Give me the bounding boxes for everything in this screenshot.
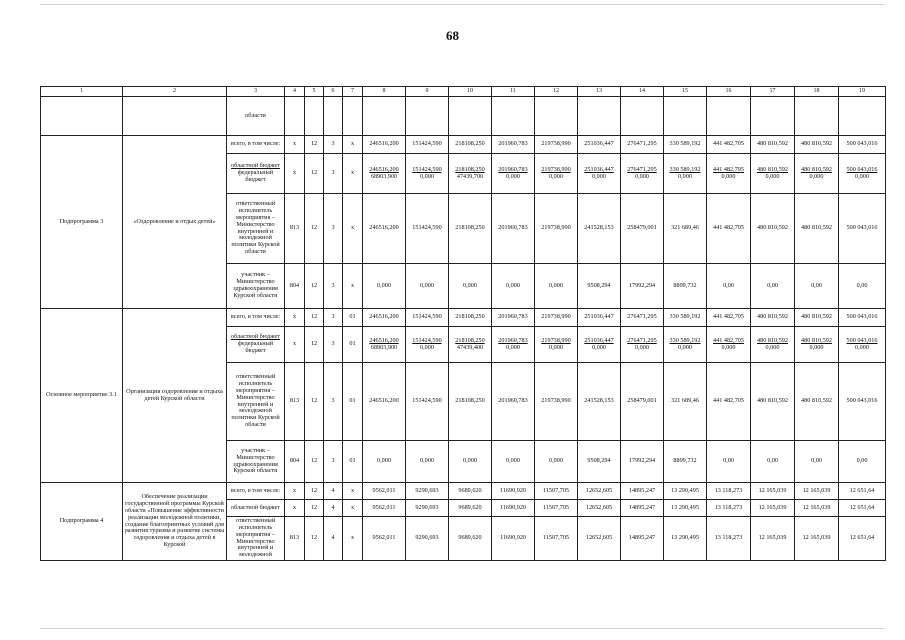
code-cell: 12 bbox=[305, 154, 324, 194]
value-cell: 219738,990 bbox=[535, 194, 578, 264]
col-num: 1 bbox=[41, 87, 123, 97]
value-cell: 480 810,592 bbox=[795, 363, 839, 441]
value-regional: 201960,783 bbox=[498, 165, 528, 173]
code-cell: 12 bbox=[305, 483, 324, 500]
value-cell bbox=[795, 327, 839, 363]
value-cell: 13 118,273 bbox=[707, 517, 751, 561]
value-federal: 0,000 bbox=[549, 172, 563, 180]
program-name: Обеспечение реализации государственной программы Курской области «Повышение эффективности реализации молодежной политики, создание благоприятных условий для развития туризма и развитие системы оздоровления и отдыха детей в Курской bbox=[123, 483, 227, 561]
status-cell: участник – Министерство здравоохранения Курской области bbox=[227, 441, 285, 483]
value-cell: 9562,011 bbox=[363, 517, 406, 561]
value-cell: 0,000 bbox=[449, 264, 492, 309]
value-cell: 219738,990 bbox=[535, 363, 578, 441]
value-federal: 0,000 bbox=[721, 172, 736, 180]
value-federal: 0,000 bbox=[809, 172, 824, 180]
value-cell bbox=[621, 327, 664, 363]
status-cell: области bbox=[227, 97, 285, 136]
value-federal: 0,000 bbox=[765, 343, 780, 351]
code-cell: x bbox=[343, 136, 363, 154]
value-regional: 246516,200 bbox=[369, 336, 399, 344]
code-cell: 12 bbox=[305, 500, 324, 517]
value-cell: 258479,001 bbox=[621, 194, 664, 264]
value-cell: 8899,732 bbox=[664, 264, 707, 309]
value-cell: 218108,250 bbox=[449, 194, 492, 264]
code-cell: 12 bbox=[305, 327, 324, 363]
value-cell: 321 689,46 bbox=[664, 194, 707, 264]
page-number: 68 bbox=[446, 28, 459, 43]
col-num: 3 bbox=[227, 87, 285, 97]
col-num: 13 bbox=[578, 87, 621, 97]
value-federal: 47439,700 bbox=[456, 172, 484, 180]
code-cell: x bbox=[343, 483, 363, 500]
value-cell: 13 290,495 bbox=[664, 517, 707, 561]
status-cell: всего, в том числе: bbox=[227, 309, 285, 327]
value-cell bbox=[363, 327, 406, 363]
table-row bbox=[41, 483, 886, 500]
value-cell: 0,00 bbox=[707, 264, 751, 309]
value-regional: 218108,250 bbox=[455, 336, 485, 344]
col-num: 8 bbox=[363, 87, 406, 97]
col-num: 14 bbox=[621, 87, 664, 97]
code-cell: 12 bbox=[305, 194, 324, 264]
code-cell: 01 bbox=[343, 441, 363, 483]
col-num: 19 bbox=[839, 87, 886, 97]
value-cell: 14895,247 bbox=[621, 500, 664, 517]
status-cell: ответственный исполнитель мероприятия – Министерство внутренней и молодежной политики Курской области bbox=[227, 363, 285, 441]
value-cell bbox=[795, 154, 839, 194]
value-cell: 480 810,592 bbox=[795, 194, 839, 264]
value-cell: 9290,693 bbox=[406, 483, 449, 500]
code-cell: 813 bbox=[285, 517, 305, 561]
value-cell: 12 165,039 bbox=[751, 500, 795, 517]
value-cell bbox=[839, 154, 886, 194]
code-cell: 813 bbox=[285, 363, 305, 441]
value-federal: 0,000 bbox=[855, 172, 869, 180]
value-cell: 201960,783 bbox=[492, 194, 535, 264]
code-cell: 3 bbox=[324, 441, 343, 483]
value-cell: 0,000 bbox=[363, 264, 406, 309]
value-cell bbox=[406, 154, 449, 194]
value-cell: 9562,011 bbox=[363, 483, 406, 500]
code-cell: x bbox=[343, 500, 363, 517]
value-cell bbox=[707, 154, 751, 194]
table-row bbox=[41, 309, 886, 327]
value-cell: 219738,990 bbox=[535, 136, 578, 154]
value-cell: 330 589,192 bbox=[664, 309, 707, 327]
value-regional: 151424,590 bbox=[412, 165, 442, 173]
value-cell bbox=[664, 154, 707, 194]
col-num: 6 bbox=[324, 87, 343, 97]
code-cell: 01 bbox=[343, 309, 363, 327]
value-cell: 258479,001 bbox=[621, 363, 664, 441]
value-cell bbox=[449, 154, 492, 194]
code-cell: 12 bbox=[305, 441, 324, 483]
value-cell: 0,000 bbox=[535, 264, 578, 309]
value-cell: 9508,294 bbox=[578, 441, 621, 483]
value-cell: 13 290,495 bbox=[664, 483, 707, 500]
value-cell: 480 810,592 bbox=[795, 309, 839, 327]
col-num: 7 bbox=[343, 87, 363, 97]
value-cell bbox=[839, 327, 886, 363]
value-cell bbox=[363, 154, 406, 194]
code-cell: x bbox=[285, 327, 305, 363]
value-cell: 12652,605 bbox=[578, 500, 621, 517]
value-federal: 0,000 bbox=[809, 343, 824, 351]
value-cell: 218108,250 bbox=[449, 363, 492, 441]
value-cell: 14895,247 bbox=[621, 517, 664, 561]
program-label: Подпрограмма 3 bbox=[41, 136, 123, 309]
value-regional: 480 810,592 bbox=[757, 165, 788, 173]
col-num: 4 bbox=[285, 87, 305, 97]
value-cell: 12 651,64 bbox=[839, 483, 886, 500]
value-cell bbox=[664, 327, 707, 363]
value-regional: 330 589,192 bbox=[669, 165, 701, 173]
code-cell: x bbox=[285, 483, 305, 500]
status-line: федеральный бюджет bbox=[237, 340, 274, 354]
value-cell: 151424,590 bbox=[406, 363, 449, 441]
value-cell: 12 165,039 bbox=[795, 500, 839, 517]
value-cell: 13 118,273 bbox=[707, 500, 751, 517]
program-label: Подпрограмма 4 bbox=[41, 483, 123, 561]
value-federal: 47439,400 bbox=[456, 343, 484, 351]
code-cell: 3 bbox=[324, 309, 343, 327]
value-cell: 0,000 bbox=[535, 441, 578, 483]
value-cell: 201960,783 bbox=[492, 136, 535, 154]
value-cell: 441 482,705 bbox=[707, 309, 751, 327]
value-cell: 480 810,592 bbox=[795, 136, 839, 154]
value-cell: 246516,200 bbox=[363, 363, 406, 441]
value-cell: 0,000 bbox=[406, 441, 449, 483]
value-cell: 11690,920 bbox=[492, 483, 535, 500]
value-cell: 9689,620 bbox=[449, 483, 492, 500]
status-cell: всего, в том числе: bbox=[227, 136, 285, 154]
status-cell: всего, в том числе: bbox=[227, 483, 285, 500]
code-cell: 4 bbox=[324, 517, 343, 561]
value-cell: 276471,295 bbox=[621, 309, 664, 327]
value-cell: 246516,200 bbox=[363, 309, 406, 327]
col-num: 15 bbox=[664, 87, 707, 97]
value-cell: 11690,920 bbox=[492, 517, 535, 561]
status-cell: областной бюджет bbox=[227, 500, 285, 517]
value-cell bbox=[621, 154, 664, 194]
value-cell: 246516,200 bbox=[363, 194, 406, 264]
value-cell: 9689,620 bbox=[449, 517, 492, 561]
value-cell: 218108,250 bbox=[449, 309, 492, 327]
code-cell: x bbox=[285, 500, 305, 517]
col-num: 5 bbox=[305, 87, 324, 97]
program-label: Основное мероприятие 3.1 bbox=[41, 309, 123, 483]
status-cell bbox=[227, 327, 285, 363]
value-regional: 330 589,192 bbox=[669, 336, 701, 344]
value-cell: 17992,294 bbox=[621, 264, 664, 309]
value-regional: 441 482,705 bbox=[713, 336, 744, 344]
value-cell bbox=[707, 327, 751, 363]
value-cell bbox=[492, 327, 535, 363]
value-cell: 500 043,016 bbox=[839, 136, 886, 154]
value-federal: 0,000 bbox=[721, 343, 736, 351]
value-cell: 9290,693 bbox=[406, 517, 449, 561]
value-federal: 0,000 bbox=[635, 172, 649, 180]
value-cell: 0,00 bbox=[839, 441, 886, 483]
col-num: 17 bbox=[751, 87, 795, 97]
value-cell: 12 165,039 bbox=[751, 517, 795, 561]
value-cell: 0,00 bbox=[751, 441, 795, 483]
value-cell: 0,000 bbox=[449, 441, 492, 483]
code-cell: x bbox=[285, 309, 305, 327]
value-federal: 0,000 bbox=[678, 343, 692, 351]
value-cell bbox=[535, 154, 578, 194]
value-cell: 500 043,016 bbox=[839, 309, 886, 327]
value-cell: 9562,011 bbox=[363, 500, 406, 517]
code-cell: 3 bbox=[324, 136, 343, 154]
code-cell: 3 bbox=[324, 264, 343, 309]
code-cell: x bbox=[285, 136, 305, 154]
value-cell: 12 165,039 bbox=[795, 483, 839, 500]
code-cell: x bbox=[343, 517, 363, 561]
value-cell: 201960,783 bbox=[492, 309, 535, 327]
value-cell: 0,00 bbox=[795, 264, 839, 309]
code-cell: 01 bbox=[343, 327, 363, 363]
value-cell bbox=[535, 327, 578, 363]
table-row bbox=[41, 97, 886, 136]
value-cell: 218108,250 bbox=[449, 136, 492, 154]
value-regional: 151424,590 bbox=[412, 336, 442, 344]
value-cell: 251036,447 bbox=[578, 309, 621, 327]
budget-table bbox=[40, 86, 886, 561]
value-federal: 0,000 bbox=[549, 343, 563, 351]
value-federal: 0,000 bbox=[592, 343, 606, 351]
value-cell: 330 589,192 bbox=[664, 136, 707, 154]
column-number-row bbox=[41, 87, 886, 97]
code-cell: 4 bbox=[324, 500, 343, 517]
value-cell: 0,00 bbox=[707, 441, 751, 483]
value-cell bbox=[578, 327, 621, 363]
col-num: 16 bbox=[707, 87, 751, 97]
value-cell: 0,00 bbox=[795, 441, 839, 483]
col-num: 9 bbox=[406, 87, 449, 97]
value-cell: 219738,990 bbox=[535, 309, 578, 327]
value-regional: 480 810,592 bbox=[757, 336, 788, 344]
value-cell: 11690,920 bbox=[492, 500, 535, 517]
status-cell bbox=[227, 154, 285, 194]
value-cell bbox=[406, 327, 449, 363]
value-federal: 0,000 bbox=[635, 343, 649, 351]
value-cell: 441 482,705 bbox=[707, 194, 751, 264]
table-row bbox=[41, 136, 886, 154]
scan-edge-bottom bbox=[40, 628, 885, 629]
value-cell: 12 651,64 bbox=[839, 517, 886, 561]
code-cell: 12 bbox=[305, 264, 324, 309]
value-regional: 219738,990 bbox=[541, 336, 571, 344]
value-cell: 13 118,273 bbox=[707, 483, 751, 500]
code-cell: x bbox=[343, 194, 363, 264]
value-cell: 246516,200 bbox=[363, 136, 406, 154]
value-regional: 500 043,016 bbox=[846, 165, 878, 173]
value-cell: 12 165,039 bbox=[795, 517, 839, 561]
value-cell: 251036,447 bbox=[578, 136, 621, 154]
value-cell: 321 689,46 bbox=[664, 363, 707, 441]
status-cell: ответственный исполнитель мероприятия – Министерство внутренней и молодежной bbox=[227, 517, 285, 561]
status-line: федеральный бюджет bbox=[237, 169, 274, 183]
value-regional: 201960,783 bbox=[498, 336, 528, 344]
status-cell: ответственный исполнитель мероприятия – Министерство внутренней и молодежной политики Курской области bbox=[227, 194, 285, 264]
col-num: 10 bbox=[449, 87, 492, 97]
code-cell: 813 bbox=[285, 194, 305, 264]
value-cell: 11507,705 bbox=[535, 517, 578, 561]
value-cell: 241528,153 bbox=[578, 194, 621, 264]
value-cell: 12652,605 bbox=[578, 483, 621, 500]
value-cell: 201960,783 bbox=[492, 363, 535, 441]
value-federal: 68903,900 bbox=[370, 343, 398, 351]
value-cell: 11507,705 bbox=[535, 483, 578, 500]
value-cell: 13 290,495 bbox=[664, 500, 707, 517]
scan-edge-top bbox=[40, 4, 885, 5]
value-cell: 276471,295 bbox=[621, 136, 664, 154]
value-regional: 441 482,705 bbox=[713, 165, 744, 173]
col-num: 18 bbox=[795, 87, 839, 97]
value-cell: 480 810,592 bbox=[751, 194, 795, 264]
value-cell: 0,000 bbox=[363, 441, 406, 483]
value-cell: 9508,294 bbox=[578, 264, 621, 309]
value-federal: 68903,900 bbox=[370, 172, 398, 180]
value-regional: 218108,250 bbox=[455, 165, 485, 173]
value-cell: 151424,590 bbox=[406, 309, 449, 327]
value-regional: 480 810,592 bbox=[801, 165, 832, 173]
value-cell: 480 810,592 bbox=[751, 136, 795, 154]
col-num: 2 bbox=[123, 87, 227, 97]
value-cell: 0,000 bbox=[492, 441, 535, 483]
value-federal: 0,000 bbox=[506, 343, 520, 351]
code-cell: 01 bbox=[343, 363, 363, 441]
value-cell: 0,000 bbox=[492, 264, 535, 309]
value-regional: 276471,295 bbox=[627, 336, 657, 344]
code-cell: 804 bbox=[285, 264, 305, 309]
value-federal: 0,000 bbox=[765, 172, 780, 180]
value-federal: 0,000 bbox=[678, 172, 692, 180]
value-cell: 500 043,016 bbox=[839, 363, 886, 441]
value-cell: 12 165,039 bbox=[751, 483, 795, 500]
value-cell bbox=[492, 154, 535, 194]
value-cell: 0,000 bbox=[406, 264, 449, 309]
value-regional: 251036,447 bbox=[584, 165, 614, 173]
status-line: областной бюджет bbox=[231, 162, 280, 170]
code-cell: 12 bbox=[305, 517, 324, 561]
status-line: областной бюджет bbox=[231, 333, 280, 341]
value-cell: 9290,693 bbox=[406, 500, 449, 517]
value-cell: 241528,153 bbox=[578, 363, 621, 441]
code-cell: 804 bbox=[285, 441, 305, 483]
code-cell: x bbox=[285, 154, 305, 194]
code-cell: 3 bbox=[324, 154, 343, 194]
code-cell: 3 bbox=[324, 363, 343, 441]
code-cell: 12 bbox=[305, 363, 324, 441]
value-regional: 251036,447 bbox=[584, 336, 614, 344]
value-cell: 12652,605 bbox=[578, 517, 621, 561]
value-regional: 276471,295 bbox=[627, 165, 657, 173]
value-cell: 500 043,016 bbox=[839, 194, 886, 264]
value-cell: 151424,590 bbox=[406, 194, 449, 264]
value-cell: 12 651,64 bbox=[839, 500, 886, 517]
program-name: «Оздоровление и отдых детей» bbox=[123, 136, 227, 309]
code-cell: 12 bbox=[305, 309, 324, 327]
value-federal: 0,000 bbox=[855, 343, 869, 351]
value-cell: 14895,247 bbox=[621, 483, 664, 500]
code-cell: 3 bbox=[324, 194, 343, 264]
col-num: 12 bbox=[535, 87, 578, 97]
value-regional: 500 043,016 bbox=[846, 336, 878, 344]
value-cell: 480 810,592 bbox=[751, 309, 795, 327]
col-num: 11 bbox=[492, 87, 535, 97]
value-cell: 441 482,705 bbox=[707, 136, 751, 154]
code-cell: x bbox=[343, 154, 363, 194]
value-cell: 151424,590 bbox=[406, 136, 449, 154]
value-cell: 0,00 bbox=[839, 264, 886, 309]
value-federal: 0,000 bbox=[420, 343, 434, 351]
value-cell bbox=[751, 154, 795, 194]
value-cell bbox=[449, 327, 492, 363]
value-cell bbox=[751, 327, 795, 363]
value-federal: 0,000 bbox=[506, 172, 520, 180]
value-regional: 480 810,592 bbox=[801, 336, 832, 344]
code-cell: 3 bbox=[324, 327, 343, 363]
value-federal: 0,000 bbox=[420, 172, 434, 180]
value-cell: 441 482,705 bbox=[707, 363, 751, 441]
value-regional: 219738,990 bbox=[541, 165, 571, 173]
program-name: Организация оздоровления и отдыха детей Курской области bbox=[123, 309, 227, 483]
value-cell: 480 810,592 bbox=[751, 363, 795, 441]
value-cell bbox=[578, 154, 621, 194]
value-cell: 11507,705 bbox=[535, 500, 578, 517]
value-regional: 246516,200 bbox=[369, 165, 399, 173]
value-cell: 9689,620 bbox=[449, 500, 492, 517]
code-cell: 4 bbox=[324, 483, 343, 500]
code-cell: x bbox=[343, 264, 363, 309]
code-cell: 12 bbox=[305, 136, 324, 154]
value-cell: 0,00 bbox=[751, 264, 795, 309]
value-federal: 0,000 bbox=[592, 172, 606, 180]
value-cell: 17992,294 bbox=[621, 441, 664, 483]
status-cell: участник – Министерство здравоохранения Курской области bbox=[227, 264, 285, 309]
value-cell: 8899,732 bbox=[664, 441, 707, 483]
